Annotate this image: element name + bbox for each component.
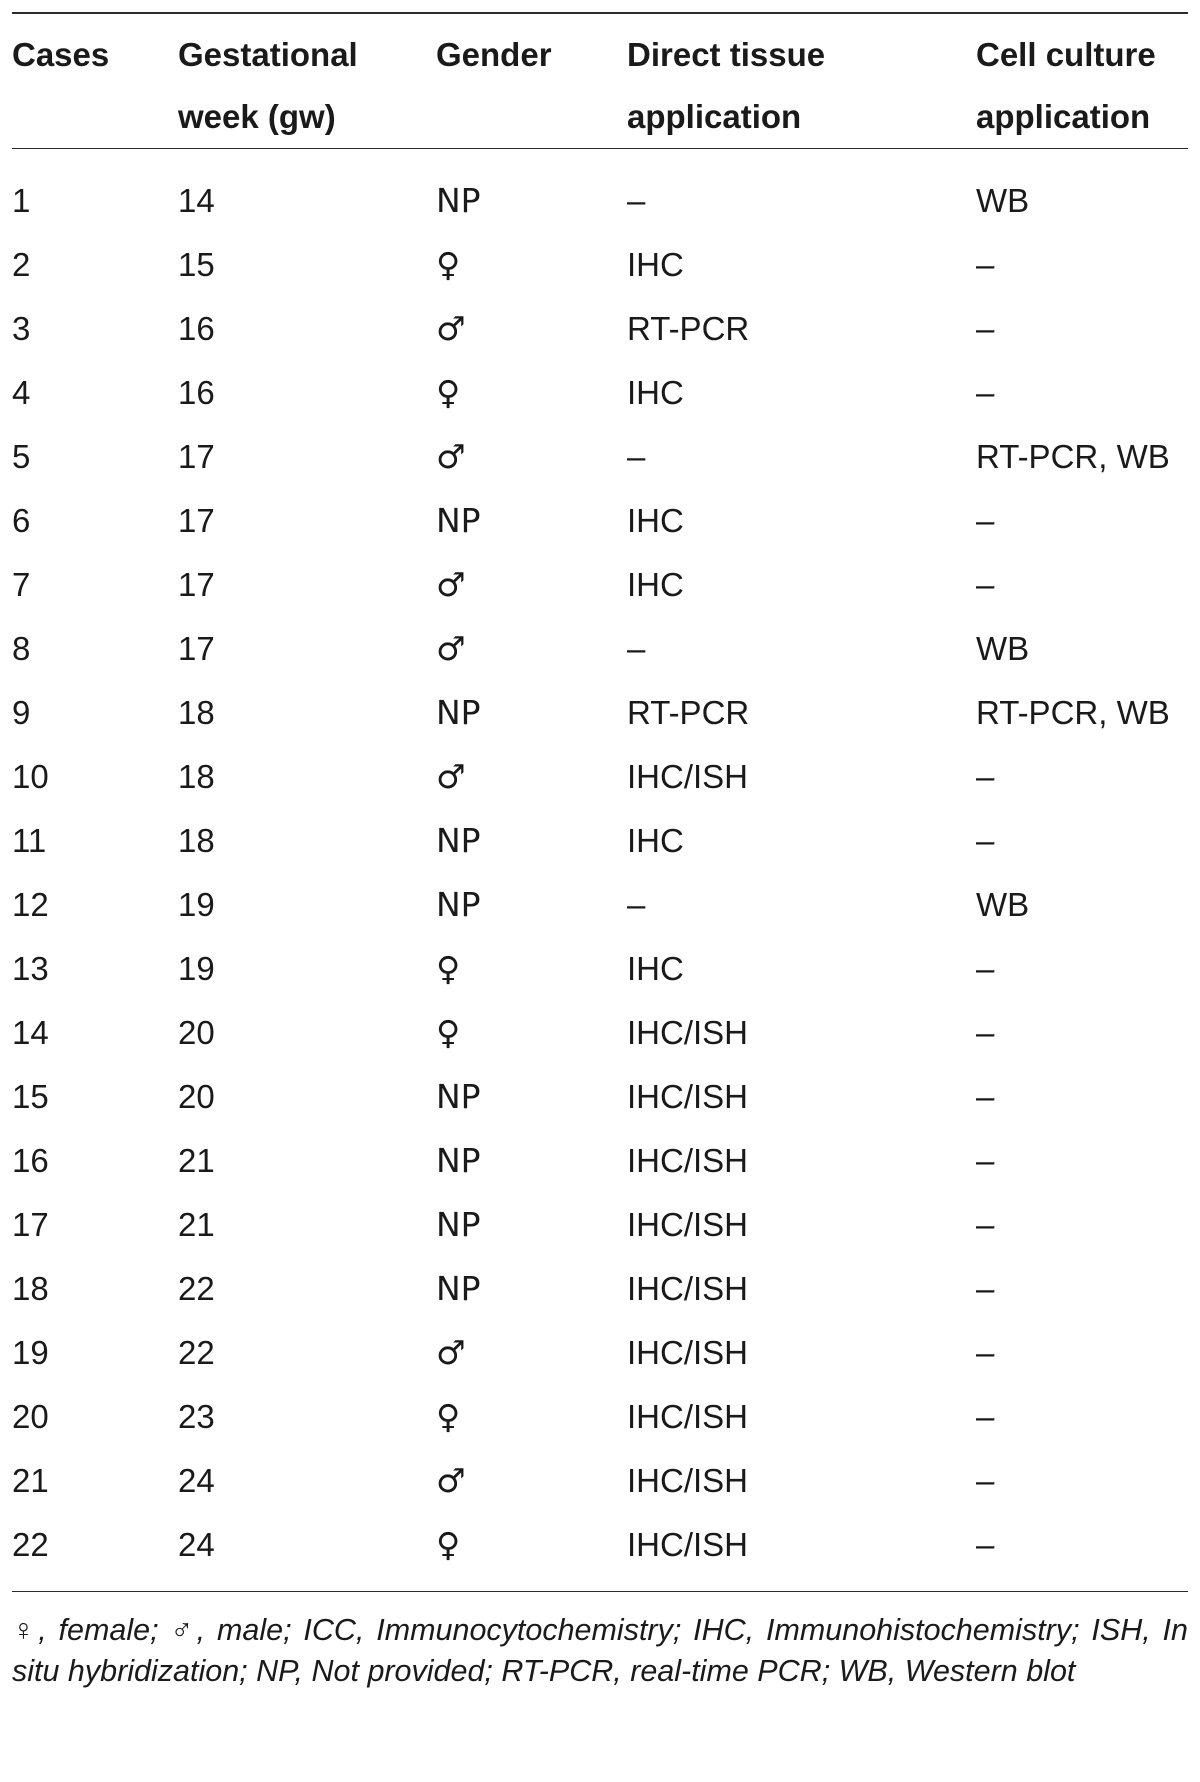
cell-cell-culture: – bbox=[976, 502, 995, 539]
cell-gender: ♂ bbox=[436, 1461, 466, 1500]
cell-gestational-week: 20 bbox=[178, 1078, 215, 1115]
cell-direct-tissue: IHC/ISH bbox=[627, 1270, 749, 1307]
cell-direct-tissue: IHC bbox=[627, 822, 684, 859]
table-row bbox=[12, 553, 1188, 617]
cell-gestational-week: 18 bbox=[178, 822, 215, 859]
cell-case: 1 bbox=[12, 182, 31, 219]
cell-gestational-week: 17 bbox=[178, 502, 215, 539]
cell-gender: ♀ bbox=[436, 1013, 461, 1052]
cell-direct-tissue: – bbox=[627, 630, 646, 667]
header-gender: Gender bbox=[436, 36, 552, 73]
cell-direct-tissue: – bbox=[627, 182, 646, 219]
cell-cell-culture: – bbox=[976, 310, 995, 347]
cell-cell-culture: – bbox=[976, 1078, 995, 1115]
cell-gender: ♀ bbox=[436, 949, 461, 988]
cell-case: 22 bbox=[12, 1526, 49, 1563]
cell-case: 6 bbox=[12, 502, 31, 539]
bottom-rule bbox=[12, 1591, 1188, 1592]
cell-case: 12 bbox=[12, 886, 49, 923]
cell-direct-tissue: RT-PCR bbox=[627, 694, 750, 731]
cell-cell-culture: – bbox=[976, 758, 995, 795]
cases-table bbox=[12, 14, 1188, 148]
cell-gestational-week: 15 bbox=[178, 246, 215, 283]
table-row bbox=[12, 681, 1188, 745]
cell-gender: ♂ bbox=[436, 629, 466, 668]
cell-gestational-week: 19 bbox=[178, 886, 215, 923]
cell-gender: NP bbox=[436, 1205, 481, 1244]
cell-gender: NP bbox=[436, 1141, 481, 1180]
table-row bbox=[12, 809, 1188, 873]
cell-case: 5 bbox=[12, 438, 31, 475]
cell-cell-culture: – bbox=[976, 1270, 995, 1307]
cell-gestational-week: 16 bbox=[178, 310, 215, 347]
cell-gestational-week: 22 bbox=[178, 1334, 215, 1371]
table-row bbox=[12, 1321, 1188, 1385]
cell-gender: ♂ bbox=[436, 757, 466, 796]
cell-direct-tissue: RT-PCR bbox=[627, 310, 750, 347]
cell-direct-tissue: IHC/ISH bbox=[627, 1398, 749, 1435]
table-row bbox=[12, 233, 1188, 297]
cell-gestational-week: 17 bbox=[178, 438, 215, 475]
cell-cell-culture: – bbox=[976, 1334, 995, 1371]
cell-direct-tissue: IHC/ISH bbox=[627, 1334, 749, 1371]
cell-cell-culture: RT-PCR, WB bbox=[976, 438, 1170, 475]
cell-direct-tissue: IHC/ISH bbox=[627, 1526, 749, 1563]
cell-cell-culture: – bbox=[976, 822, 995, 859]
cell-cell-culture: WB bbox=[976, 182, 1030, 219]
cell-gender: ♂ bbox=[436, 1333, 466, 1372]
cell-case: 2 bbox=[12, 246, 31, 283]
cell-case: 13 bbox=[12, 950, 49, 987]
table-row bbox=[12, 1449, 1188, 1513]
cell-cell-culture: – bbox=[976, 246, 995, 283]
cell-gestational-week: 21 bbox=[178, 1142, 215, 1179]
cell-gestational-week: 16 bbox=[178, 374, 215, 411]
cell-gender: ♀ bbox=[436, 373, 461, 412]
table-row bbox=[12, 361, 1188, 425]
cell-direct-tissue: IHC bbox=[627, 374, 684, 411]
table-page bbox=[12, 12, 1188, 1692]
cell-case: 19 bbox=[12, 1334, 49, 1371]
cell-cell-culture: – bbox=[976, 566, 995, 603]
cell-gender: NP bbox=[436, 885, 481, 924]
table-row bbox=[12, 1513, 1188, 1577]
cell-cell-culture: – bbox=[976, 1014, 995, 1051]
table-row bbox=[12, 1257, 1188, 1321]
cell-direct-tissue: IHC bbox=[627, 950, 684, 987]
table-row bbox=[12, 745, 1188, 809]
cell-gestational-week: 20 bbox=[178, 1014, 215, 1051]
cell-direct-tissue: IHC/ISH bbox=[627, 1206, 749, 1243]
cell-gender: NP bbox=[436, 1077, 481, 1116]
table-footnote: ♀, female; ♂, male; ICC, Immunocytochemistry; IHC, Immunohistochemistry; ISH, In situ hybridization; NP, Not provided; RT-PCR, real-time PCR; WB, Western blot bbox=[12, 1613, 1188, 1688]
cell-direct-tissue: IHC bbox=[627, 502, 684, 539]
table-row bbox=[12, 873, 1188, 937]
cell-case: 4 bbox=[12, 374, 31, 411]
cell-gender: NP bbox=[436, 181, 481, 220]
cell-gender: ♀ bbox=[436, 1397, 461, 1436]
cell-gestational-week: 17 bbox=[178, 630, 215, 667]
cell-gestational-week: 24 bbox=[178, 1462, 215, 1499]
header-cell-culture-application: Cell culture application bbox=[976, 36, 1156, 135]
table-row bbox=[12, 937, 1188, 1001]
header-cases: Cases bbox=[12, 36, 110, 73]
cell-direct-tissue: IHC/ISH bbox=[627, 1078, 749, 1115]
cell-case: 21 bbox=[12, 1462, 49, 1499]
cell-gender: NP bbox=[436, 1269, 481, 1308]
table-row bbox=[12, 1065, 1188, 1129]
cell-cell-culture: WB bbox=[976, 630, 1030, 667]
cell-case: 17 bbox=[12, 1206, 49, 1243]
table-row bbox=[12, 1129, 1188, 1193]
cell-case: 18 bbox=[12, 1270, 49, 1307]
cell-gestational-week: 23 bbox=[178, 1398, 215, 1435]
cell-direct-tissue: – bbox=[627, 886, 646, 923]
table-row bbox=[12, 617, 1188, 681]
cell-case: 9 bbox=[12, 694, 31, 731]
cell-gestational-week: 18 bbox=[178, 758, 215, 795]
cell-gender: NP bbox=[436, 501, 481, 540]
header-gestational-week: Gestational week (gw) bbox=[178, 36, 358, 135]
cell-case: 20 bbox=[12, 1398, 49, 1435]
table-row bbox=[12, 1193, 1188, 1257]
cell-gender: ♂ bbox=[436, 565, 466, 604]
cell-case: 10 bbox=[12, 758, 49, 795]
table-row bbox=[12, 1001, 1188, 1065]
cell-gestational-week: 22 bbox=[178, 1270, 215, 1307]
cell-direct-tissue: IHC/ISH bbox=[627, 1014, 749, 1051]
cell-case: 16 bbox=[12, 1142, 49, 1179]
cell-gestational-week: 17 bbox=[178, 566, 215, 603]
cell-cell-culture: – bbox=[976, 374, 995, 411]
cell-direct-tissue: IHC bbox=[627, 246, 684, 283]
cell-gestational-week: 21 bbox=[178, 1206, 215, 1243]
cell-direct-tissue: IHC/ISH bbox=[627, 758, 749, 795]
cases-table-body bbox=[12, 149, 1188, 1577]
table-row bbox=[12, 425, 1188, 489]
cell-case: 7 bbox=[12, 566, 31, 603]
cell-cell-culture: – bbox=[976, 1206, 995, 1243]
cell-gender: NP bbox=[436, 693, 481, 732]
cell-direct-tissue: – bbox=[627, 438, 646, 475]
header-direct-tissue-application: Direct tissue application bbox=[627, 36, 826, 135]
cell-gestational-week: 14 bbox=[178, 182, 215, 219]
cell-gestational-week: 19 bbox=[178, 950, 215, 987]
cell-case: 8 bbox=[12, 630, 31, 667]
cell-case: 11 bbox=[12, 822, 47, 859]
table-row bbox=[12, 297, 1188, 361]
body-spacer bbox=[12, 149, 1188, 169]
cell-cell-culture: – bbox=[976, 1526, 995, 1563]
cell-gender: ♂ bbox=[436, 309, 466, 348]
table-row bbox=[12, 489, 1188, 553]
cell-direct-tissue: IHC/ISH bbox=[627, 1462, 749, 1499]
cell-cell-culture: – bbox=[976, 950, 995, 987]
table-row bbox=[12, 1385, 1188, 1449]
cell-cell-culture: – bbox=[976, 1142, 995, 1179]
cell-case: 14 bbox=[12, 1014, 49, 1051]
cell-gestational-week: 24 bbox=[178, 1526, 215, 1563]
cell-gender: ♀ bbox=[436, 245, 461, 284]
cell-cell-culture: WB bbox=[976, 886, 1030, 923]
cell-gender: NP bbox=[436, 821, 481, 860]
cell-cell-culture: – bbox=[976, 1462, 995, 1499]
cell-case: 3 bbox=[12, 310, 31, 347]
header-row bbox=[12, 14, 1188, 148]
cell-direct-tissue: IHC bbox=[627, 566, 684, 603]
cell-gender: ♀ bbox=[436, 1525, 461, 1564]
cell-gestational-week: 18 bbox=[178, 694, 215, 731]
cell-cell-culture: – bbox=[976, 1398, 995, 1435]
cell-cell-culture: RT-PCR, WB bbox=[976, 694, 1170, 731]
table-row bbox=[12, 169, 1188, 233]
cell-direct-tissue: IHC/ISH bbox=[627, 1142, 749, 1179]
cell-gender: ♂ bbox=[436, 437, 466, 476]
cell-case: 15 bbox=[12, 1078, 49, 1115]
